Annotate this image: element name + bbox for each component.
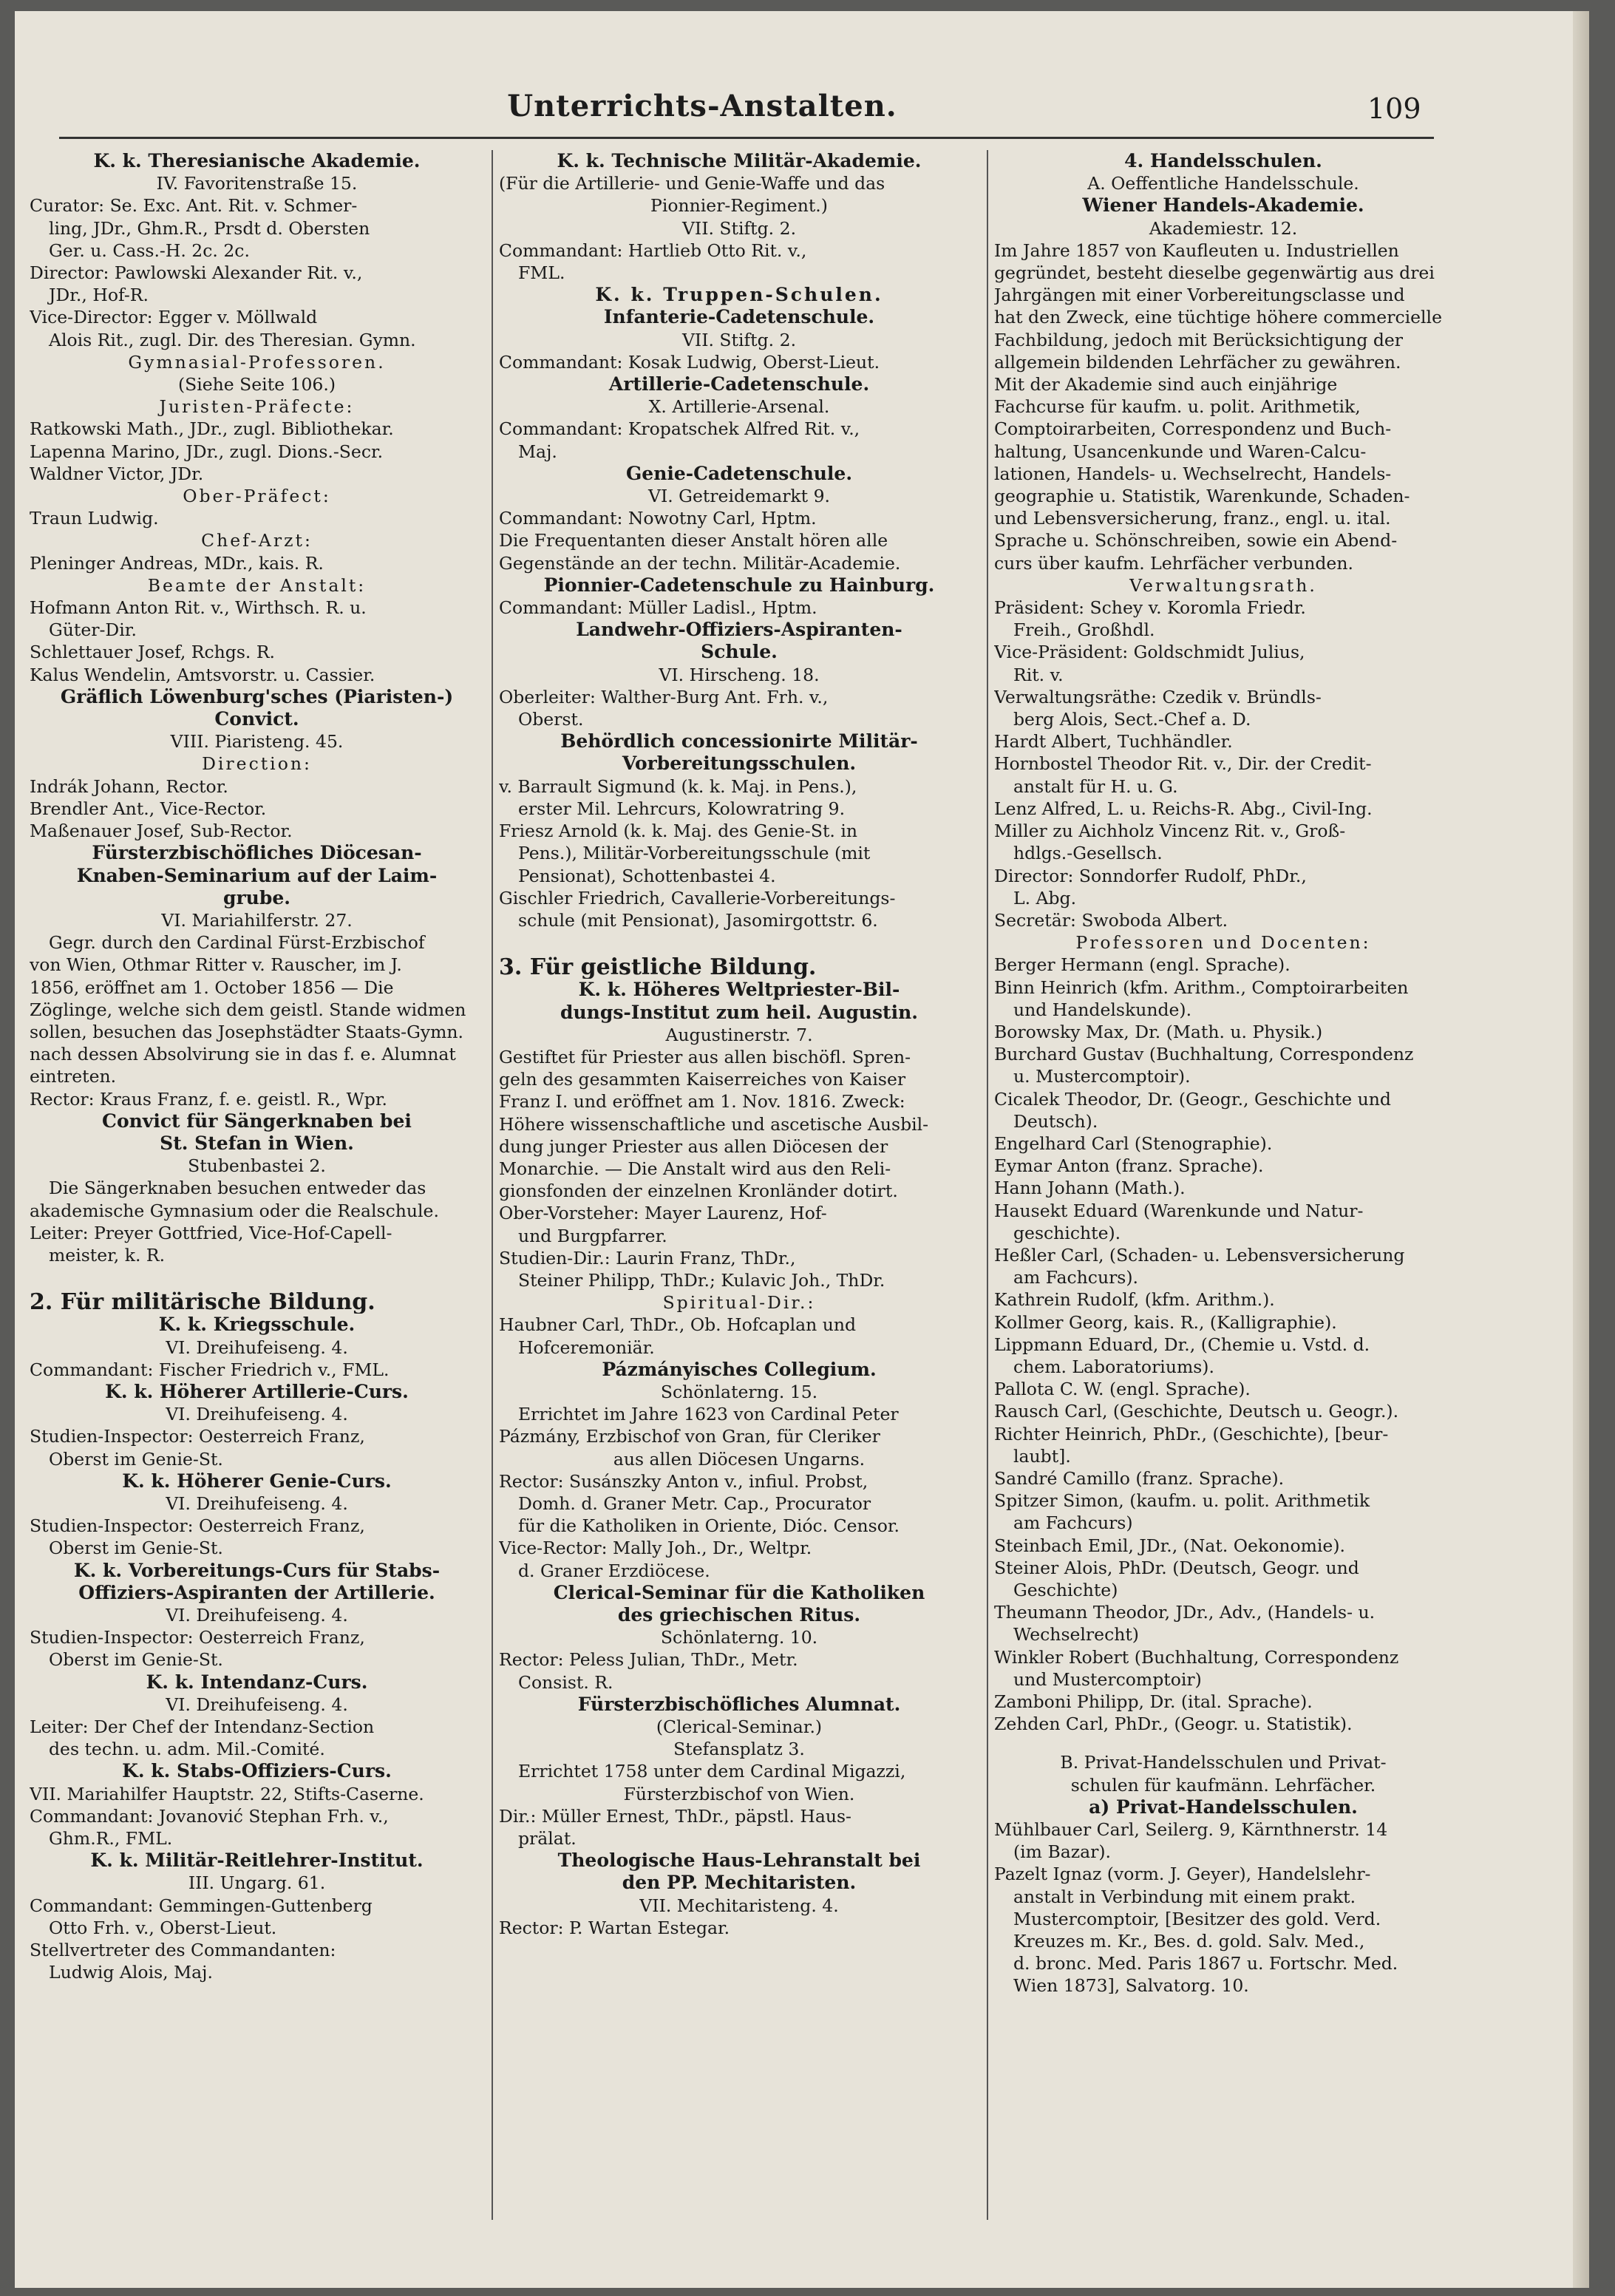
text-line: haltung, Usancenkunde und Waren-Calcu-: [994, 441, 1367, 462]
section-heading: St. Stefan in Wien.: [160, 1132, 354, 1154]
text-column-left: [30, 150, 484, 1983]
text-line: Commandant: Kosak Ludwig, Oberst-Lieut.: [499, 351, 880, 373]
text-line: Dir.: Müller Ernest, ThDr., päpstl. Haus-: [499, 1805, 851, 1827]
text-line: Errichtet 1758 unter dem Cardinal Migazzi,: [518, 1761, 906, 1782]
text-line: Rector: Susánszky Anton v., infiul. Probst,: [499, 1470, 868, 1492]
text-line: Fürsterzbischof von Wien.: [623, 1783, 855, 1804]
text-line: Vice-Präsident: Goldschmidt Julius,: [994, 642, 1305, 663]
section-heading: dungs-Institut zum heil. Augustin.: [560, 1001, 918, 1023]
text-line: IV. Favoritenstraße 15.: [156, 173, 358, 194]
text-line: Winkler Robert (Buchhaltung, Correspondenz: [994, 1646, 1399, 1668]
text-line: B. Privat-Handelsschulen und Privat-: [1060, 1752, 1387, 1773]
text-line: Commandant: Jovanović Stephan Frh. v.,: [30, 1805, 389, 1827]
text-line: Kollmer Georg, kais. R., (Kalligraphie).: [994, 1311, 1337, 1333]
section-heading: Genie-Cadetenschule.: [625, 462, 853, 484]
text-line: Eymar Anton (franz. Sprache).: [994, 1155, 1264, 1177]
text-line: Studien-Inspector: Oesterreich Franz,: [30, 1426, 365, 1447]
text-line: d. Graner Erzdiöcese.: [518, 1560, 710, 1581]
text-line: Zehden Carl, PhDr., (Geogr. u. Statistik).: [994, 1713, 1353, 1735]
section-heading: 3. Für geistliche Bildung.: [499, 957, 817, 979]
text-line: Direction:: [202, 753, 312, 775]
text-line: Commandant: Fischer Friedrich v., FML.: [30, 1359, 390, 1380]
text-line: Gegr. durch den Cardinal Fürst-Erzbischof: [49, 932, 425, 954]
text-line: am Fachcurs).: [1013, 1267, 1139, 1288]
text-line: VI. Dreihufeiseng. 4.: [166, 1404, 348, 1425]
text-line: Höhere wissenschaftliche und ascetische Ausbil-: [499, 1113, 929, 1135]
column-divider: [987, 150, 988, 2220]
page-edge: [1573, 11, 1589, 2288]
text-line: Burchard Gustav (Buchhaltung, Correspondenz: [994, 1044, 1414, 1065]
text-line: Stefansplatz 3.: [673, 1739, 805, 1760]
section-heading: Infanterie-Cadetenschule.: [603, 306, 875, 328]
text-line: Deutsch).: [1013, 1110, 1098, 1132]
text-line: gegründet, besteht dieselbe gegenwärtig aus drei: [994, 262, 1435, 284]
section-heading: des griechischen Ritus.: [617, 1604, 861, 1626]
text-line: d. bronc. Med. Paris 1867 u. Fortschr. Med.: [1013, 1953, 1398, 1974]
text-line: A. Oeffentliche Handelsschule.: [1087, 173, 1359, 194]
text-line: Borowsky Max, Dr. (Math. u. Physik.): [994, 1021, 1323, 1042]
text-line: Geschichte): [1013, 1580, 1118, 1600]
text-line: prälat.: [518, 1828, 577, 1850]
text-line: Mühlbauer Carl, Seilerg. 9, Kärnthnerstr. 14: [994, 1819, 1388, 1841]
section-heading: Pionnier-Cadetenschule zu Hainburg.: [543, 574, 935, 596]
text-line: Augustinerstr. 7.: [665, 1024, 813, 1045]
section-heading: Pázmányisches Collegium.: [602, 1358, 877, 1380]
text-line: Oberst.: [518, 709, 584, 730]
text-line: lationen, Handels- u. Wechselrecht, Handels-: [994, 463, 1392, 484]
text-line: Leiter: Der Chef der Intendanz-Section: [30, 1716, 375, 1738]
text-line: Hausekt Eduard (Warenkunde und Natur-: [994, 1200, 1364, 1221]
text-line: Rector: P. Wartan Estegar.: [499, 1917, 730, 1938]
text-line: Steiner Philipp, ThDr.; Kulavic Joh., ThDr.: [518, 1269, 885, 1291]
text-line: Kathrein Rudolf, (kfm. Arithm.).: [994, 1289, 1275, 1311]
text-line: eintreten.: [30, 1066, 117, 1087]
text-line: Spitzer Simon, (kaufm. u. polit. Arithmetik: [994, 1490, 1370, 1512]
section-heading: a) Privat-Handelsschulen.: [1089, 1796, 1358, 1818]
text-line: Ober-Vorsteher: Mayer Laurenz, Hof-: [499, 1203, 827, 1224]
section-heading: K. k. Höheres Weltpriester-Bil-: [578, 979, 900, 1001]
text-line: allgemein bildenden Lehrfächer zu gewähren.: [994, 351, 1401, 373]
text-line: Mustercomptoir, [Besitzer des gold. Verd.: [1013, 1908, 1381, 1929]
section-heading: Offiziers-Aspiranten der Artillerie.: [78, 1581, 435, 1603]
text-line: VI. Dreihufeiseng. 4.: [166, 1336, 348, 1358]
text-line: Güter-Dir.: [49, 619, 137, 641]
text-line: Friesz Arnold (k. k. Maj. des Genie-St. in: [499, 821, 858, 842]
text-line: Lippmann Eduard, Dr., (Chemie u. Vstd. d.: [994, 1334, 1370, 1355]
section-heading: Wiener Handels-Akademie.: [1082, 194, 1364, 217]
text-line: Maj.: [518, 441, 557, 462]
text-line: Oberst im Genie-St.: [49, 1448, 223, 1470]
text-line: Stellvertreter des Commandanten:: [30, 1940, 336, 1961]
text-line: III. Ungarg. 61.: [188, 1872, 326, 1894]
text-line: Ratkowski Math., JDr., zugl. Bibliothekar.: [30, 418, 394, 440]
text-line: Director: Pawlowski Alexander Rit. v.,: [30, 262, 363, 284]
text-line: Franz I. und eröffnet am 1. Nov. 1816. Zweck:: [499, 1091, 905, 1113]
text-line: am Fachcurs): [1013, 1512, 1133, 1534]
section-heading: Convict.: [214, 708, 299, 730]
text-line: Studien-Inspector: Oesterreich Franz,: [30, 1627, 365, 1648]
text-line: anstalt für H. u. G.: [1013, 775, 1178, 797]
text-column-middle: [499, 150, 979, 1939]
text-line: Ger. u. Cass.-H. 2c. 2c.: [49, 240, 250, 261]
section-heading: Fürsterzbischöfliches Alumnat.: [577, 1693, 901, 1715]
text-line: von Wien, Othmar Ritter v. Rauscher, im J.: [30, 954, 402, 976]
text-line: Consist. R.: [518, 1671, 613, 1693]
section-heading: K. k. Technische Militär-Akademie.: [557, 150, 922, 171]
text-line: Gegenstände an der techn. Militär-Academie.: [499, 552, 901, 574]
text-line: meister, k. R.: [49, 1244, 166, 1266]
section-heading: 4. Handelsschulen.: [1124, 150, 1322, 171]
text-line: Director: Sonndorfer Rudolf, PhDr.,: [994, 865, 1307, 886]
text-line: Hann Johann (Math.).: [994, 1178, 1186, 1199]
text-line: (Siehe Seite 106.): [177, 374, 336, 395]
section-heading: Fürsterzbischöfliches Diöcesan-: [92, 842, 422, 864]
text-line: Hardt Albert, Tuchhändler.: [994, 731, 1233, 753]
text-line: und Burgpfarrer.: [518, 1225, 667, 1246]
text-line: Pensionat), Schottenbastei 4.: [518, 865, 776, 886]
text-line: VII. Mariahilfer Hauptstr. 22, Stifts-Caserne.: [30, 1783, 424, 1804]
text-line: VI. Getreidemarkt 9.: [647, 486, 831, 507]
text-line: Gestiftet für Priester aus allen bischöfl. Spren-: [499, 1046, 911, 1067]
text-line: für die Katholiken in Oriente, Dióc. Censor.: [518, 1515, 900, 1537]
text-line: Professoren und Docenten:: [1075, 932, 1371, 954]
text-line: FML.: [518, 262, 565, 284]
section-heading: Knaben-Seminarium auf der Laim-: [76, 864, 438, 886]
text-line: Im Jahre 1857 von Kaufleuten u. Industriellen: [994, 240, 1399, 261]
section-heading: K. k. Truppen-Schulen.: [595, 284, 883, 306]
text-line: VI. Dreihufeiseng. 4.: [166, 1605, 348, 1626]
text-line: chem. Laboratoriums).: [1013, 1356, 1214, 1377]
section-heading: K. k. Militär-Reitlehrer-Institut.: [90, 1850, 424, 1872]
text-line: Fachbildung, jedoch mit Berücksichtigung der: [994, 329, 1404, 350]
section-heading: Clerical-Seminar für die Katholiken: [553, 1581, 925, 1603]
text-line: VI. Dreihufeiseng. 4.: [166, 1694, 348, 1715]
text-line: Leiter: Preyer Gottfried, Vice-Hof-Capell-: [30, 1222, 392, 1243]
section-heading: K. k. Höherer Artillerie-Curs.: [105, 1380, 409, 1402]
text-line: Jahrgängen mit einer Vorbereitungsclasse und: [994, 285, 1405, 306]
text-line: Sprache u. Schönschreiben, sowie ein Abend-: [994, 530, 1398, 551]
text-line: Rector: Kraus Franz, f. e. geistl. R., Wpr.: [30, 1088, 387, 1110]
text-line: Miller zu Aichholz Vincenz Rit. v., Groß-: [994, 821, 1346, 842]
text-line: aus allen Diöcesen Ungarns.: [613, 1448, 866, 1470]
text-line: Pázmány, Erzbischof von Gran, für Cleriker: [499, 1426, 880, 1447]
text-line: Rausch Carl, (Geschichte, Deutsch u. Geogr.).: [994, 1401, 1399, 1422]
text-line: Beamte der Anstalt:: [147, 574, 367, 596]
text-line: Zamboni Philipp, Dr. (ital. Sprache).: [994, 1691, 1313, 1713]
text-line: Indrák Johann, Rector.: [30, 775, 228, 797]
header-rule: [59, 137, 1434, 139]
text-line: VI. Mariahilferstr. 27.: [161, 909, 353, 931]
text-line: Verwaltungsräthe: Czedik v. Bründls-: [994, 686, 1322, 707]
text-line: curs über kaufm. Lehrfächer verbunden.: [994, 552, 1353, 574]
text-line: Pens.), Militär-Vorbereitungsschule (mit: [518, 843, 871, 864]
text-line: Heßler Carl, (Schaden- u. Lebensversicherung: [994, 1244, 1405, 1266]
text-line: u. Mustercomptoir).: [1013, 1066, 1191, 1087]
text-line: Schlettauer Josef, Rchgs. R.: [30, 642, 275, 663]
text-line: Oberst im Genie-St.: [49, 1538, 223, 1559]
text-line: Verwaltungsrath.: [1129, 574, 1317, 596]
text-line: Ludwig Alois, Maj.: [49, 1962, 213, 1983]
text-line: VII. Stiftg. 2.: [681, 329, 797, 350]
text-line: Curator: Se. Exc. Ant. Rit. v. Schmer-: [30, 195, 358, 217]
text-line: Schönlaterng. 15.: [660, 1381, 818, 1402]
text-line: Zöglinge, welche sich dem geistl. Stande widmen: [30, 999, 466, 1020]
text-line: Hofceremoniär.: [518, 1336, 655, 1358]
text-line: [499, 931, 979, 948]
text-line: Domh. d. Graner Metr. Cap., Procurator: [518, 1492, 871, 1514]
text-line: Hofmann Anton Rit. v., Wirthsch. R. u.: [30, 597, 367, 619]
section-heading: Gräflich Löwenburg'sches (Piaristen-): [60, 685, 454, 707]
text-line: Rit. v.: [1013, 664, 1064, 685]
section-heading: K. k. Kriegsschule.: [158, 1314, 356, 1336]
text-line: Studien-Inspector: Oesterreich Franz,: [30, 1515, 365, 1537]
text-line: Ghm.R., FML.: [49, 1828, 173, 1850]
section-heading: Schule.: [701, 641, 778, 663]
text-line: gionsfonden der einzelnen Kronländer dotirt.: [499, 1181, 898, 1202]
text-line: akademische Gymnasium oder die Realschule.: [30, 1200, 439, 1221]
text-line: und Mustercomptoir): [1013, 1668, 1202, 1690]
document-page: [15, 11, 1589, 2288]
text-line: Engelhard Carl (Stenographie).: [994, 1132, 1273, 1154]
text-line: erster Mil. Lehrcurs, Kolowratring 9.: [518, 798, 846, 819]
text-line: [30, 1266, 484, 1283]
text-line: Lapenna Marino, JDr., zugl. Dions.-Secr.: [30, 441, 384, 462]
text-line: des techn. u. adm. Mil.-Comité.: [49, 1739, 325, 1760]
text-line: X. Artillerie-Arsenal.: [648, 396, 830, 418]
text-line: ling, JDr., Ghm.R., Prsdt d. Obersten: [49, 217, 370, 239]
text-line: Richter Heinrich, PhDr., (Geschichte), [beur-: [994, 1423, 1389, 1444]
text-line: Commandant: Kropatschek Alfred Rit. v.,: [499, 418, 860, 440]
section-heading: K. k. Vorbereitungs-Curs für Stabs-: [73, 1559, 441, 1581]
section-heading: Vorbereitungsschulen.: [622, 753, 857, 775]
text-line: Juristen-Präfecte:: [159, 396, 355, 418]
text-line: (Clerical-Seminar.): [656, 1716, 823, 1738]
text-line: Theumann Theodor, JDr., Adv., (Handels- u.: [994, 1602, 1376, 1623]
running-header: Unterrichts-Anstalten.: [507, 89, 897, 123]
text-line: Freih., Großhdl.: [1013, 619, 1155, 641]
section-heading: K. k. Stabs-Offiziers-Curs.: [122, 1760, 392, 1782]
text-line: Kalus Wendelin, Amtsvorstr. u. Cassier.: [30, 664, 375, 685]
text-line: (im Bazar).: [1013, 1841, 1111, 1863]
text-line: Präsident: Schey v. Koromla Friedr.: [994, 597, 1306, 619]
text-line: Wechselrecht): [1013, 1624, 1139, 1645]
text-line: VI. Hirscheng. 18.: [659, 664, 820, 685]
text-line: Sandré Camillo (franz. Sprache).: [994, 1467, 1285, 1489]
text-line: Stubenbastei 2.: [188, 1155, 326, 1177]
text-line: Wien 1873], Salvatorg. 10.: [1013, 1975, 1249, 1997]
text-line: schulen für kaufmänn. Lehrfächer.: [1070, 1774, 1376, 1796]
text-line: laubt].: [1013, 1445, 1071, 1467]
text-line: geschichte).: [1013, 1222, 1121, 1243]
text-line: JDr., Hof-R.: [49, 285, 149, 306]
text-line: Pionnier-Regiment.): [650, 195, 828, 217]
section-heading: K. k. Höherer Genie-Curs.: [122, 1470, 392, 1492]
text-line: Akademiestr. 12.: [1149, 217, 1298, 239]
text-line: Die Sängerknaben besuchen entweder das: [49, 1178, 426, 1199]
text-line: Kreuzes m. Kr., Bes. d. gold. Salv. Med.,: [1013, 1931, 1365, 1952]
text-line: Commandant: Nowotny Carl, Hptm.: [499, 508, 817, 529]
section-heading: Convict für Sängerknaben bei: [102, 1110, 412, 1132]
text-line: L. Abg.: [1013, 887, 1077, 908]
text-line: Berger Hermann (engl. Sprache).: [994, 954, 1291, 976]
section-heading: Artillerie-Cadetenschule.: [608, 373, 870, 395]
text-line: Spiritual-Dir.:: [662, 1292, 816, 1314]
text-line: anstalt in Verbindung mit einem prakt.: [1013, 1886, 1356, 1907]
text-line: 1856, eröffnet am 1. October 1856 — Die: [30, 977, 394, 998]
section-heading: Theologische Haus-Lehranstalt bei: [557, 1850, 921, 1872]
text-line: Alois Rit., zugl. Dir. des Theresian. Gymn.: [49, 329, 416, 350]
text-line: Maßenauer Josef, Sub-Rector.: [30, 821, 293, 842]
text-line: Rector: Peless Julian, ThDr., Metr.: [499, 1649, 798, 1671]
section-heading: Landwehr-Offiziers-Aspiranten-: [576, 619, 902, 641]
text-line: Vice-Director: Egger v. Möllwald: [30, 307, 318, 328]
text-line: Commandant: Hartlieb Otto Rit. v.,: [499, 240, 807, 261]
text-line: Chef-Arzt:: [201, 530, 313, 551]
text-line: Lenz Alfred, L. u. Reichs-R. Abg., Civil-Ing.: [994, 798, 1373, 819]
text-line: Comptoirarbeiten, Correspondenz und Buch-: [994, 418, 1392, 440]
text-line: hat den Zweck, eine tüchtige höhere commercielle: [994, 307, 1442, 328]
text-line: geographie u. Statistik, Warenkunde, Schaden-: [994, 486, 1410, 507]
text-line: Binn Heinrich (kfm. Arithm., Comptoirarbeiten: [994, 977, 1409, 998]
text-line: Oberst im Genie-St.: [49, 1649, 223, 1671]
text-line: Mit der Akademie sind auch einjährige: [994, 374, 1338, 395]
page-number: 109: [1367, 92, 1421, 125]
text-line: VIII. Piaristeng. 45.: [170, 731, 344, 753]
text-line: Commandant: Müller Ladisl., Hptm.: [499, 597, 817, 619]
text-line: und Lebensversicherung, franz., engl. u. ital.: [994, 508, 1391, 529]
text-line: Pallota C. W. (engl. Sprache).: [994, 1379, 1251, 1400]
text-line: Vice-Rector: Mally Joh., Dr., Weltpr.: [499, 1538, 812, 1559]
text-line: Gymnasial-Professoren.: [128, 351, 386, 373]
text-line: hdlgs.-Gesellsch.: [1013, 843, 1163, 864]
text-line: Steiner Alois, PhDr. (Deutsch, Geogr. und: [994, 1557, 1359, 1578]
text-line: (Für die Artillerie- und Genie-Waffe und das: [499, 173, 885, 194]
text-line: Secretär: Swoboda Albert.: [994, 909, 1228, 931]
text-line: dung junger Priester aus allen Diöcesen der: [499, 1135, 888, 1157]
text-line: Fachcurse für kaufm. u. polit. Arithmetik,: [994, 396, 1361, 418]
section-heading: K. k. Theresianische Akademie.: [93, 150, 421, 171]
text-line: v. Barrault Sigmund (k. k. Maj. in Pens.),: [499, 775, 857, 797]
text-column-right: [994, 150, 1452, 1997]
section-heading: grube.: [223, 886, 290, 908]
text-line: VII. Stiftg. 2.: [681, 217, 797, 239]
section-heading: den PP. Mechitaristen.: [622, 1872, 857, 1894]
text-line: Die Frequentanten dieser Anstalt hören alle: [499, 530, 888, 551]
text-line: Oberleiter: Walther-Burg Ant. Frh. v.,: [499, 686, 829, 707]
text-line: Otto Frh. v., Oberst-Lieut.: [49, 1917, 277, 1938]
text-line: Brendler Ant., Vice-Rector.: [30, 798, 267, 819]
text-line: Haubner Carl, ThDr., Ob. Hofcaplan und: [499, 1314, 857, 1336]
text-line: Gischler Friedrich, Cavallerie-Vorbereitungs-: [499, 887, 896, 908]
text-line: Steinbach Emil, JDr., (Nat. Oekonomie).: [994, 1535, 1345, 1556]
text-line: Commandant: Gemmingen-Guttenberg: [30, 1895, 373, 1916]
text-line: nach dessen Absolvirung sie in das f. e. Alumnat: [30, 1044, 456, 1065]
column-divider: [492, 150, 493, 2220]
text-line: Waldner Victor, JDr.: [30, 463, 204, 484]
text-line: und Handelskunde).: [1013, 999, 1192, 1020]
text-line: Cicalek Theodor, Dr. (Geogr., Geschichte und: [994, 1088, 1391, 1110]
text-line: geln des gesammten Kaiserreiches von Kaiser: [499, 1069, 906, 1090]
text-line: Errichtet im Jahre 1623 von Cardinal Peter: [518, 1404, 899, 1425]
text-line: Pleninger Andreas, MDr., kais. R.: [30, 552, 324, 574]
text-line: berg Alois, Sect.-Chef a. D.: [1013, 709, 1251, 730]
text-line: VI. Dreihufeiseng. 4.: [166, 1492, 348, 1514]
text-line: Studien-Dir.: Laurin Franz, ThDr.,: [499, 1247, 796, 1268]
section-heading: 2. Für militärische Bildung.: [30, 1291, 375, 1314]
text-line: Ober-Präfect:: [183, 486, 331, 507]
text-line: Hornbostel Theodor Rit. v., Dir. der Credit-: [994, 753, 1372, 775]
text-line: Traun Ludwig.: [30, 508, 159, 529]
text-line: Pazelt Ignaz (vorm. J. Geyer), Handelslehr-: [994, 1864, 1371, 1885]
text-line: schule (mit Pensionat), Jasomirgottstr. 6.: [518, 909, 878, 931]
text-line: VII. Mechitaristeng. 4.: [639, 1895, 839, 1916]
text-line: Monarchie. — Die Anstalt wird aus den Reli-: [499, 1158, 891, 1179]
section-heading: K. k. Intendanz-Curs.: [146, 1671, 368, 1693]
text-line: [994, 1735, 1452, 1751]
text-line: Schönlaterng. 10.: [660, 1627, 818, 1648]
section-heading: Behördlich concessionirte Militär-: [560, 730, 918, 753]
text-line: sollen, besuchen das Josephstädter Staats-Gymn.: [30, 1021, 464, 1042]
